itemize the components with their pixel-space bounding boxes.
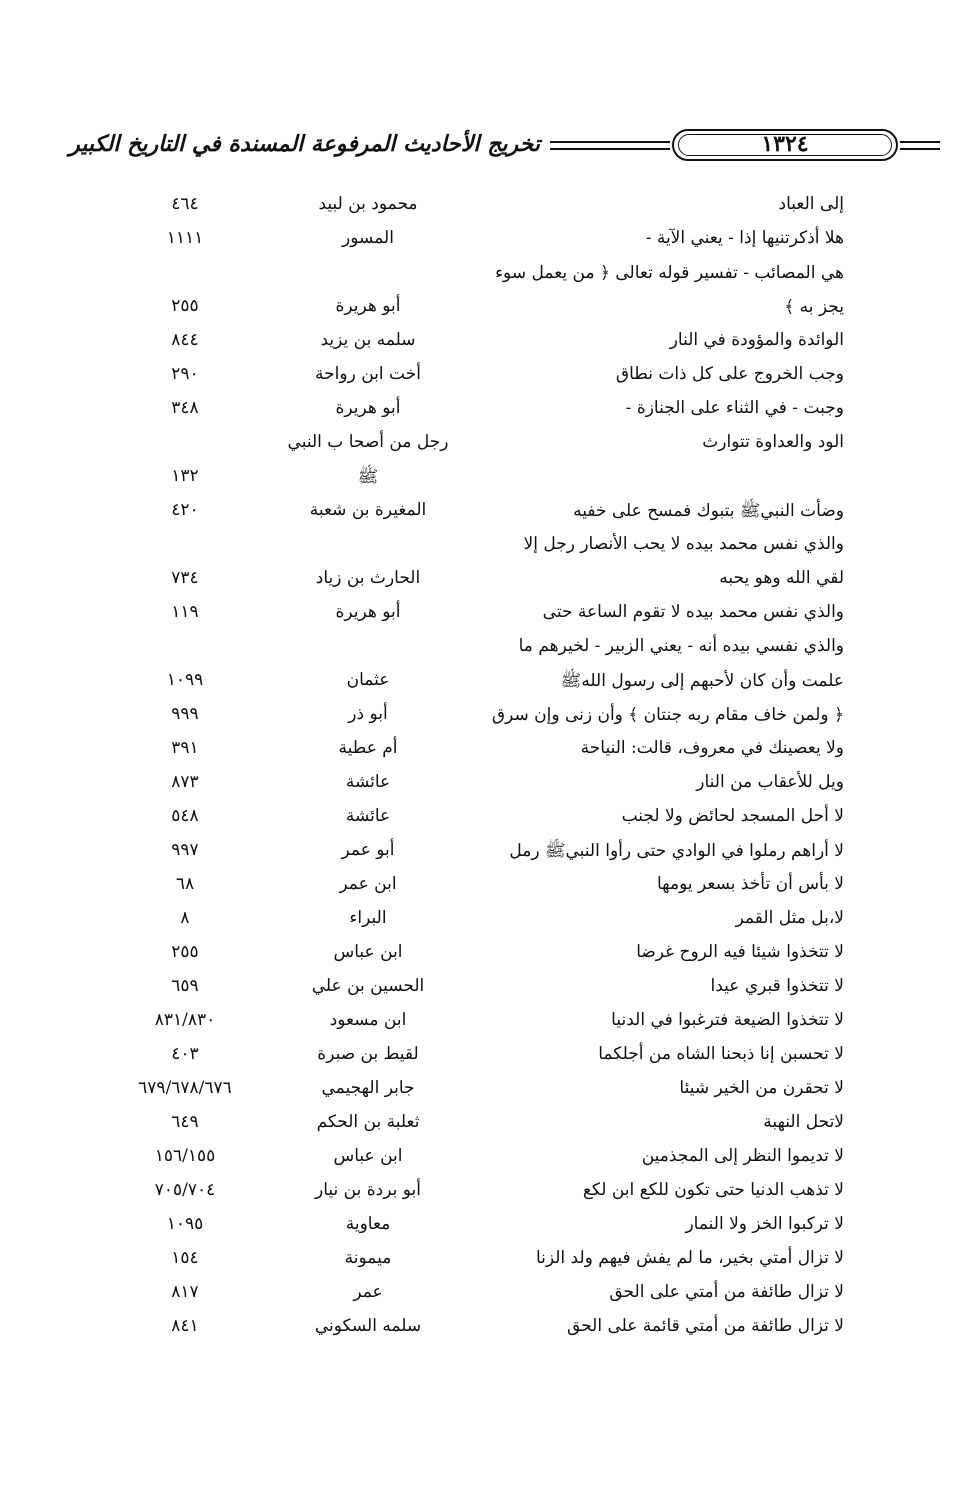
index-row xyxy=(0,393,956,427)
index-row xyxy=(0,563,956,597)
hadith-text: وجبت - في الثناء على الجنازة - xyxy=(625,398,844,418)
hadith-text: وجب الخروج على كل ذات نطاق xyxy=(615,364,844,384)
index-row xyxy=(0,1005,956,1039)
page-number-badge xyxy=(672,129,898,161)
hadith-text: لا تتخذوا شيئا فيه الروح غرضا xyxy=(636,942,844,962)
hadith-text: لا تتخذوا الضيعة فترغبوا في الدنيا xyxy=(611,1010,844,1030)
narrator-name: سلمه بن يزيد xyxy=(320,330,416,350)
hadith-text: هلا أذكرتنيها إذا - يعني الآية - xyxy=(645,228,844,248)
hadith-number: ٨٤٤ xyxy=(171,330,199,350)
index-row xyxy=(0,665,956,699)
hadith-text: يجز به ﴾ xyxy=(784,297,844,317)
hadith-number: ٦٨ xyxy=(175,874,195,894)
hadith-number: ٨٤١ xyxy=(171,1316,199,1336)
hadith-number: ٧٠٥/٧٠٤ xyxy=(154,1180,216,1200)
hadith-text: لاتحل النهبة xyxy=(763,1112,844,1132)
hadith-text: لا أراهم رملوا في الوادي حتى رأوا النبيﷺ رمل xyxy=(509,841,844,861)
hadith-number: ٩٩٧ xyxy=(171,840,199,860)
narrator-name: أبو هريرة xyxy=(335,296,401,316)
hadith-number: ٤٠٣ xyxy=(171,1044,199,1064)
header-rule-right xyxy=(900,141,940,150)
hadith-text: ﴿ ولمن خاف مقام ربه جنتان ﴾ وأن زنى وإن سرق xyxy=(491,705,844,725)
index-row xyxy=(0,1175,956,1209)
hadith-number: ٣٤٨ xyxy=(171,398,199,418)
narrator-name: أبو ذر xyxy=(348,704,388,724)
hadith-text: لقي الله وهو يحبه xyxy=(719,568,844,588)
hadith-number: ٧٣٤ xyxy=(171,568,199,588)
hadith-text: علمت وأن كان لأحبهم إلى رسول اللهﷺ xyxy=(560,671,844,691)
index-row xyxy=(0,291,956,325)
hadith-text: لا تذهب الدنيا حتى تكون للكع ابن لكع xyxy=(582,1180,844,1200)
narrator-name: أبو عمر xyxy=(341,840,395,860)
index-row xyxy=(0,1107,956,1141)
narrator-name: أم عطية xyxy=(338,738,398,758)
index-row xyxy=(0,1073,956,1107)
hadith-text: لا تركبوا الخز ولا النمار xyxy=(685,1214,844,1234)
hadith-number: ١٥٦/١٥٥ xyxy=(154,1146,216,1166)
narrator-name: ابن عباس xyxy=(333,1146,403,1166)
index-row xyxy=(0,699,956,733)
hadith-text: لا أحل المسجد لحائض ولا لجنب xyxy=(621,806,844,826)
narrator-name: عائشة xyxy=(345,772,391,792)
index-row xyxy=(0,1209,956,1243)
hadith-index-list xyxy=(0,189,956,1345)
narrator-name: ثعلبة بن الحكم xyxy=(316,1112,420,1132)
page-header xyxy=(69,127,840,169)
hadith-number: ٦٤٩ xyxy=(171,1112,199,1132)
index-row xyxy=(0,1277,956,1311)
hadith-text: والذي نفس محمد بيده لا تقوم الساعة حتى xyxy=(542,602,844,622)
narrator-name: معاوية xyxy=(345,1214,391,1234)
hadith-number: ٢٥٥ xyxy=(171,296,199,316)
index-row xyxy=(0,733,956,767)
narrator-name: عائشة xyxy=(345,806,391,826)
narrator-name: عثمان xyxy=(346,670,390,690)
hadith-number: ٨١٧ xyxy=(171,1282,199,1302)
index-row xyxy=(0,1039,956,1073)
narrator-name: ابن عمر xyxy=(339,874,397,894)
narrator-name: أخت ابن رواحة xyxy=(315,364,421,384)
index-row xyxy=(0,631,956,665)
page-number: ١٣٢٤ xyxy=(761,131,809,157)
index-row xyxy=(0,1311,956,1345)
hadith-number: ٢٩٠ xyxy=(171,364,199,384)
index-row xyxy=(0,1243,956,1277)
hadith-text: لا تزال طائفة من أمتي قائمة على الحق xyxy=(566,1316,844,1336)
narrator-name: سلمه السكوني xyxy=(314,1316,422,1336)
hadith-text: الود والعداوة تتوارث xyxy=(702,432,844,452)
hadith-number: ٨ xyxy=(180,908,190,928)
narrator-name: المغيرة بن شعبة xyxy=(309,500,427,520)
hadith-text: والذي نفس محمد بيده لا يحب الأنصار رجل إلا xyxy=(523,534,844,554)
hadith-text: الوائدة والمؤودة في النار xyxy=(669,330,844,350)
hadith-text: لا تزال طائفة من أمتي على الحق xyxy=(609,1282,844,1302)
index-row xyxy=(0,903,956,937)
hadith-number: ٢٥٥ xyxy=(171,942,199,962)
hadith-number: ١١١١ xyxy=(166,228,204,248)
narrator-name: ميمونة xyxy=(344,1248,392,1268)
narrator-name: لقيط بن صبرة xyxy=(317,1044,419,1064)
index-row xyxy=(0,869,956,903)
index-row xyxy=(0,767,956,801)
index-row xyxy=(0,801,956,835)
hadith-number: ١٣٢ xyxy=(171,466,199,486)
hadith-text: لا تزال أمتي بخير، ما لم يفش فيهم ولد الزنا xyxy=(535,1248,844,1268)
hadith-text: هي المصائب - تفسير قوله تعالى ﴿ من يعمل سوء xyxy=(495,263,844,283)
hadith-number: ٣٩١ xyxy=(171,738,199,758)
header-rule-left xyxy=(550,141,670,150)
hadith-text: لا تحقرن من الخير شيئا xyxy=(679,1078,844,1098)
hadith-text: لا تتخذوا قبري عيدا xyxy=(710,976,844,996)
index-row xyxy=(0,461,956,495)
hadith-text: لا تحسبن إنا ذبحنا الشاه من أجلكما xyxy=(598,1044,844,1064)
hadith-text: لا تديموا النظر إلى المجذمين xyxy=(641,1146,844,1166)
hadith-number: ١٠٩٥ xyxy=(166,1214,204,1234)
index-row xyxy=(0,325,956,359)
index-row xyxy=(0,495,956,529)
hadith-number: ٥٤٨ xyxy=(171,806,199,826)
hadith-number: ١٠٩٩ xyxy=(166,670,204,690)
hadith-number: ٦٥٩ xyxy=(171,976,199,996)
index-row xyxy=(0,835,956,869)
index-row xyxy=(0,971,956,1005)
narrator-name: رجل من أصحا ب النبي xyxy=(287,432,449,452)
narrator-name: أبو بردة بن نيار xyxy=(315,1180,421,1200)
hadith-number: ٨٧٣ xyxy=(171,772,199,792)
hadith-number: ١١٩ xyxy=(171,602,199,622)
narrator-name: عمر xyxy=(353,1282,383,1302)
hadith-number: ٤٦٤ xyxy=(171,194,199,214)
narrator-name: ﷺ xyxy=(357,467,379,487)
hadith-text: ولا يعصينك في معروف، قالت: النياحة xyxy=(580,738,844,758)
narrator-name: الحارث بن زياد xyxy=(315,568,421,588)
index-row xyxy=(0,189,956,223)
hadith-number: ٨٣١/٨٣٠ xyxy=(154,1010,216,1030)
hadith-number: ١٥٤ xyxy=(171,1248,199,1268)
running-title: تخريج الأحاديث المرفوعة المسندة في التاريخ الكبير xyxy=(69,131,540,157)
hadith-number: ٦٧٩/٦٧٨/٦٧٦ xyxy=(138,1078,232,1098)
narrator-name: البراء xyxy=(349,908,387,928)
index-row xyxy=(0,1141,956,1175)
hadith-text: والذي نفسي بيده أنه - يعني الزبير - لخيرهم ما xyxy=(518,636,844,656)
hadith-text: لا بأس أن تأخذ بسعر يومها xyxy=(656,874,844,894)
narrator-name: محمود بن لبيد xyxy=(318,194,418,214)
narrator-name: أبو هريرة xyxy=(335,602,401,622)
narrator-name: ابن عباس xyxy=(333,942,403,962)
index-row xyxy=(0,597,956,631)
hadith-text: ويل للأعقاب من النار xyxy=(696,772,844,792)
index-row xyxy=(0,937,956,971)
hadith-text: إلى العباد xyxy=(778,194,844,214)
hadith-text: وضأت النبيﷺ بتبوك فمسح على خفيه xyxy=(573,501,844,521)
narrator-name: المسور xyxy=(342,228,394,248)
narrator-name: أبو هريرة xyxy=(335,398,401,418)
narrator-name: ابن مسعود xyxy=(329,1010,407,1030)
index-row xyxy=(0,257,956,291)
index-row xyxy=(0,427,956,461)
index-row xyxy=(0,223,956,257)
index-row xyxy=(0,359,956,393)
hadith-text: لا،بل مثل القمر xyxy=(735,908,844,928)
narrator-name: الحسين بن علي xyxy=(311,976,425,996)
narrator-name: جابر الهجيمي xyxy=(321,1078,415,1098)
hadith-number: ٩٩٩ xyxy=(171,704,199,724)
hadith-number: ٤٢٠ xyxy=(171,500,199,520)
index-row xyxy=(0,529,956,563)
